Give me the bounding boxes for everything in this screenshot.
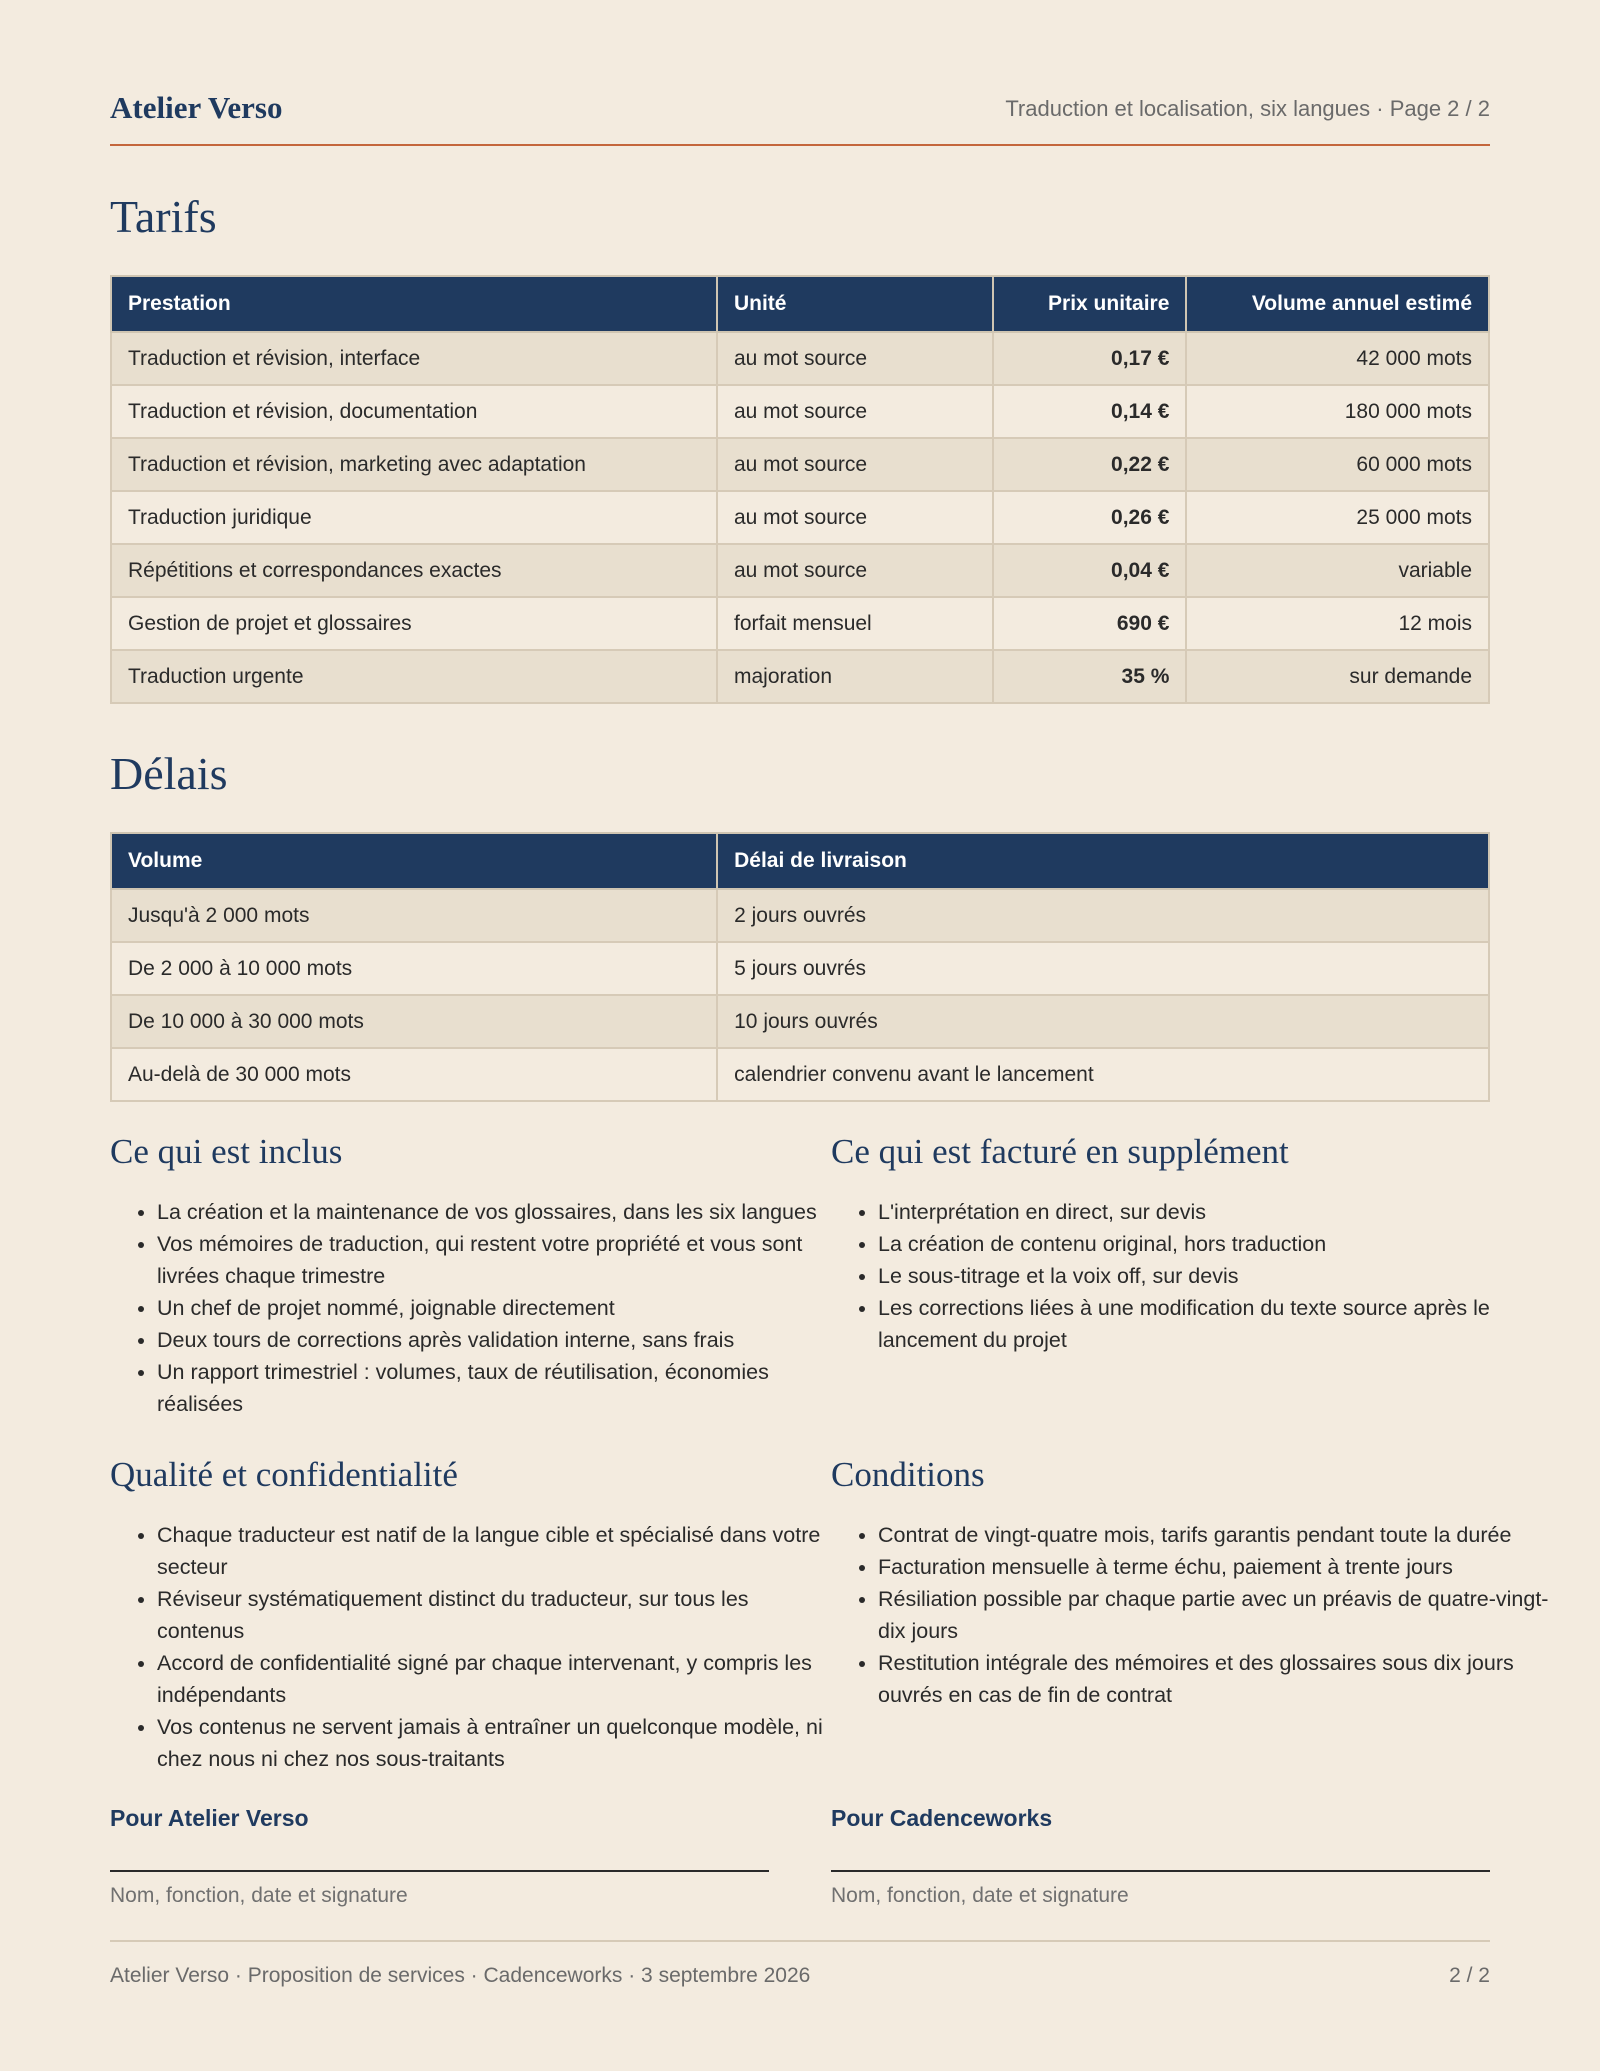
table-cell: forfait mensuel [717, 597, 993, 650]
table-cell: 25 000 mots [1186, 491, 1489, 544]
table-cell: Traduction et révision, documentation [111, 385, 717, 438]
page-footer [110, 1940, 1490, 1987]
table-cell: Répétitions et correspondances exactes [111, 544, 717, 597]
table-row [111, 438, 1489, 491]
inclus-list [110, 1196, 837, 1420]
table-cell: au mot source [717, 385, 993, 438]
page-header [110, 86, 1490, 146]
list-item: • Restitution intégrale des mémoires et des glossaires sous dix jours ouvrés en cas de fin de contrat [878, 1647, 1558, 1711]
header-meta: Traduction et localisation, six langues · Page 2 / 2 [1005, 96, 1490, 121]
delais-col-header: Volume [111, 833, 717, 889]
qualite-list [110, 1519, 837, 1775]
list-item: • Réviseur systématiquement distinct du traducteur, sur tous les contenus [157, 1583, 837, 1647]
tarifs-col-header: Prix unitaire [993, 276, 1187, 332]
table-cell: au mot source [717, 544, 993, 597]
delais-header-row [111, 833, 1489, 889]
table-cell: 690 € [993, 597, 1187, 650]
conditions-title: Conditions [831, 1455, 985, 1494]
signature-right-hint: Nom, fonction, date et signature [831, 1884, 1129, 1907]
list-item: • Un chef de projet nommé, joignable directement [157, 1292, 837, 1324]
list-item: • Facturation mensuelle à terme échu, paiement à trente jours [878, 1551, 1558, 1583]
table-cell: 0,22 € [993, 438, 1187, 491]
signature-right-title: Pour Cadenceworks [831, 1805, 1053, 1831]
list-item: • Deux tours de corrections après validation interne, sans frais [157, 1324, 837, 1356]
tarifs-col-header: Volume annuel estimé [1186, 276, 1489, 332]
list-item: • Un rapport trimestriel : volumes, taux de réutilisation, économies réalisées [157, 1356, 837, 1420]
delais-title: Délais [110, 748, 228, 799]
table-cell: 10 jours ouvrés [717, 995, 1489, 1048]
supplement-title: Ce qui est facturé en supplément [831, 1132, 1289, 1171]
supplement-list [831, 1196, 1558, 1356]
table-cell: 0,04 € [993, 544, 1187, 597]
list-item: • Le sous-titrage et la voix off, sur devis [878, 1260, 1558, 1292]
table-cell: variable [1186, 544, 1489, 597]
list-item: • La création de contenu original, hors traduction [878, 1228, 1558, 1260]
table-cell: 2 jours ouvrés [717, 889, 1489, 942]
table-cell: 12 mois [1186, 597, 1489, 650]
list-item: • Vos contenus ne servent jamais à entraîner un quelconque modèle, ni chez nous ni chez nos sous-traitants [157, 1711, 837, 1775]
delais-table [110, 832, 1490, 1102]
list-item: • L'interprétation en direct, sur devis [878, 1196, 1558, 1228]
table-cell: 0,14 € [993, 385, 1187, 438]
table-cell: Traduction et révision, interface [111, 332, 717, 385]
table-cell: au mot source [717, 491, 993, 544]
tarifs-col-header: Unité [717, 276, 993, 332]
tarifs-table [110, 275, 1490, 704]
delais-col-header: Délai de livraison [717, 833, 1489, 889]
table-row [111, 650, 1489, 703]
tarifs-col-header: Prestation [111, 276, 717, 332]
qualite-title: Qualité et confidentialité [110, 1455, 458, 1494]
tarifs-title: Tarifs [110, 191, 217, 242]
table-cell: Jusqu'à 2 000 mots [111, 889, 717, 942]
table-cell: 60 000 mots [1186, 438, 1489, 491]
footer-page-number: 2 / 2 [1449, 1964, 1490, 1987]
table-cell: Traduction urgente [111, 650, 717, 703]
table-row [111, 597, 1489, 650]
table-row [111, 491, 1489, 544]
list-item: • Accord de confidentialité signé par chaque intervenant, y compris les indépendants [157, 1647, 837, 1711]
tarifs-header-row [111, 276, 1489, 332]
table-cell: Traduction juridique [111, 491, 717, 544]
signature-left-hint: Nom, fonction, date et signature [110, 1884, 408, 1907]
table-row [111, 942, 1489, 995]
table-cell: 5 jours ouvrés [717, 942, 1489, 995]
table-cell: au mot source [717, 332, 993, 385]
table-row [111, 385, 1489, 438]
list-item: • Les corrections liées à une modification du texte source après le lancement du projet [878, 1292, 1558, 1356]
table-row [111, 995, 1489, 1048]
conditions-list [831, 1519, 1558, 1711]
table-cell: De 10 000 à 30 000 mots [111, 995, 717, 1048]
list-item: • La création et la maintenance de vos glossaires, dans les six langues [157, 1196, 837, 1228]
table-cell: au mot source [717, 438, 993, 491]
table-cell: 42 000 mots [1186, 332, 1489, 385]
table-row [111, 1048, 1489, 1101]
footer-left: Atelier Verso · Proposition de services · Cadenceworks · 3 septembre 2026 [110, 1964, 811, 1987]
table-cell: majoration [717, 650, 993, 703]
signature-right-line[interactable] [831, 1870, 1490, 1872]
list-item: • Contrat de vingt-quatre mois, tarifs garantis pendant toute la durée [878, 1519, 1558, 1551]
table-cell: sur demande [1186, 650, 1489, 703]
brand-name: Atelier Verso [110, 90, 283, 125]
list-item: • Résiliation possible par chaque partie avec un préavis de quatre-vingt-dix jours [878, 1583, 1558, 1647]
table-cell: calendrier convenu avant le lancement [717, 1048, 1489, 1101]
table-cell: Traduction et révision, marketing avec adaptation [111, 438, 717, 491]
list-item: • Vos mémoires de traduction, qui restent votre propriété et vous sont livrées chaque trimestre [157, 1228, 837, 1292]
table-cell: Au-delà de 30 000 mots [111, 1048, 717, 1101]
table-cell: 35 % [993, 650, 1187, 703]
table-row [111, 332, 1489, 385]
table-cell: Gestion de projet et glossaires [111, 597, 717, 650]
table-cell: 0,26 € [993, 491, 1187, 544]
inclus-title: Ce qui est inclus [110, 1132, 343, 1171]
table-row [111, 889, 1489, 942]
table-row [111, 544, 1489, 597]
table-cell: 0,17 € [993, 332, 1187, 385]
signature-left-line[interactable] [110, 1870, 769, 1872]
table-cell: 180 000 mots [1186, 385, 1489, 438]
list-item: • Chaque traducteur est natif de la langue cible et spécialisé dans votre secteur [157, 1519, 837, 1583]
table-cell: De 2 000 à 10 000 mots [111, 942, 717, 995]
signature-left-title: Pour Atelier Verso [110, 1805, 309, 1831]
